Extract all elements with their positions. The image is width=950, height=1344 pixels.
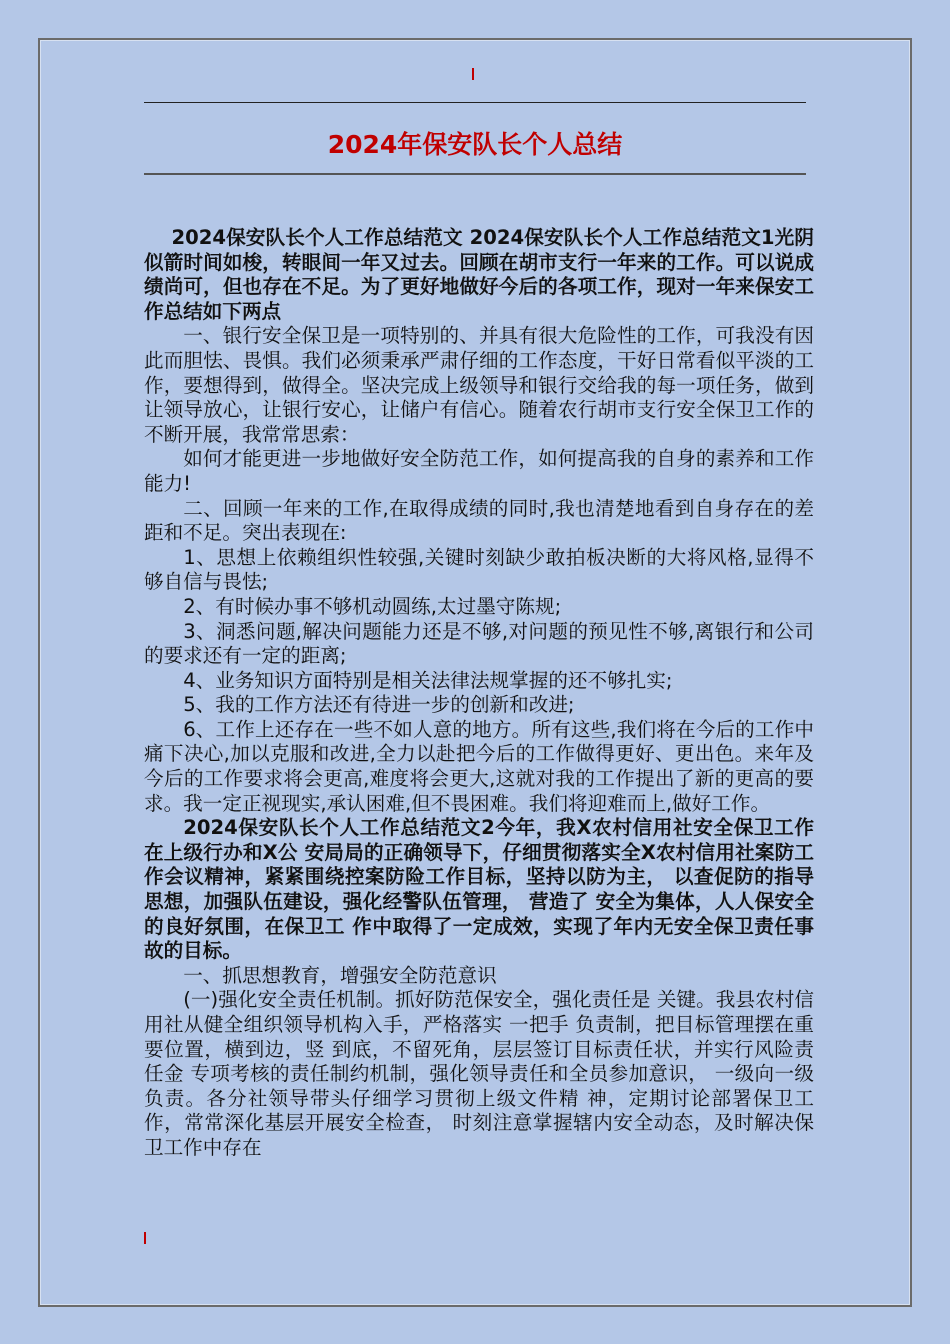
paragraph: 3、洞悉问题,解决问题能力还是不够,对问题的预见性不够,离银行和公司的要求还有一定的距离; (144, 619, 814, 668)
header-crop-mark (472, 68, 474, 80)
document-title: 2024年保安队长个人总结 (327, 130, 623, 159)
paragraph: 2、有时候办事不够机动圆练,太过墨守陈规; (183, 594, 562, 618)
paragraph: 5、我的工作方法还有待进一步的创新和改进; (183, 693, 575, 717)
document-body (144, 226, 814, 1161)
title-rule (144, 173, 806, 175)
paragraph: 一、抓思想教育，增强安全防范意识 (183, 963, 497, 987)
paragraph: 一、银行安全保卫是一项特别的、并具有很大危险性的工作，可我没有因此而胆怯、畏惧。我们必须秉承严肃仔细的工作态度，干好日常看似平淡的工作，要想得到，做得全。坚决完成上级领导和银行交给我的每一项任务，做到让领导放心，让银行安心，让储户有信心。随着农行胡市支行安全保卫工作的不断开展，我常常思索： (144, 324, 814, 446)
paragraph: 如何才能更进一步地做好安全防范工作，如何提高我的自身的素养和工作能力! (144, 447, 814, 495)
header-rule (144, 102, 806, 103)
paragraph: 2024保安队长个人工作总结范文 2024保安队长个人工作总结范文1光阴似箭时间如梭，转眼间一年又过去。回顾在胡市支行一年来的工作。可以说成绩尚可，但也存在不足。为了更好地做好今后的各项工作，现对一年来保安工作总结如下两点 (144, 226, 814, 323)
paragraph: (一)强化安全责任机制。抓好防范保安全，强化责任是 关键。我县农村信用社从健全组织领导机构入手，严格落实 一把手 负责制，把目标管理摆在重要位置，横到边，竖 到底，不留死角，层层签订目标责任状，并实行风险责任金 专项考核的责任制约机制，强化领导责任和全员参加意识， 一级向一级负责。各分社领导带头仔细学习贯彻上级文件精 神，定期讨论部署保卫工作，常常深化基层开展安全检查， 时刻注意掌握辖内安全动态，及时解决保卫工作中存在 (144, 988, 814, 1159)
paragraph: 4、业务知识方面特别是相关法律法规掌握的还不够扎实; (183, 668, 673, 692)
paragraph: 二、回顾一年来的工作,在取得成绩的同时,我也清楚地看到自身存在的差距和不足。突出表现在: (144, 496, 814, 545)
paragraph: 1、思想上依赖组织性较强,关键时刻缺少敢拍板决断的大将风格,显得不够自信与畏怯; (144, 545, 814, 594)
paragraph: 2024保安队长个人工作总结范文2今年，我X农村信用社安全保卫工作在上级行办和X公 安局局的正确领导下，仔细贯彻落实全X农村信用社案防工 作会议精神，紧紧围绕控案防险工作目标，坚持以防为主， 以查促防的指导思想，加强队伍建设，强化经警队伍管理， 营造了 安全为集体，人人保安全 的良好氛围，在保卫工 作中取得了一定成效，实现了年内无安全保卫责任事故的目标。 (144, 816, 814, 963)
footer-crop-mark (144, 1232, 146, 1244)
paragraph: 6、工作上还存在一些不如人意的地方。所有这些,我们将在今后的工作中痛下决心,加以克服和改进,全力以赴把今后的工作做得更好、更出色。来年及今后的工作要求将会更高,难度将会更大,这就对我的工作提出了新的更高的要求。我一定正视现实,承认困难,但不畏困难。我们将迎难而上,做好工作。 (144, 717, 814, 815)
